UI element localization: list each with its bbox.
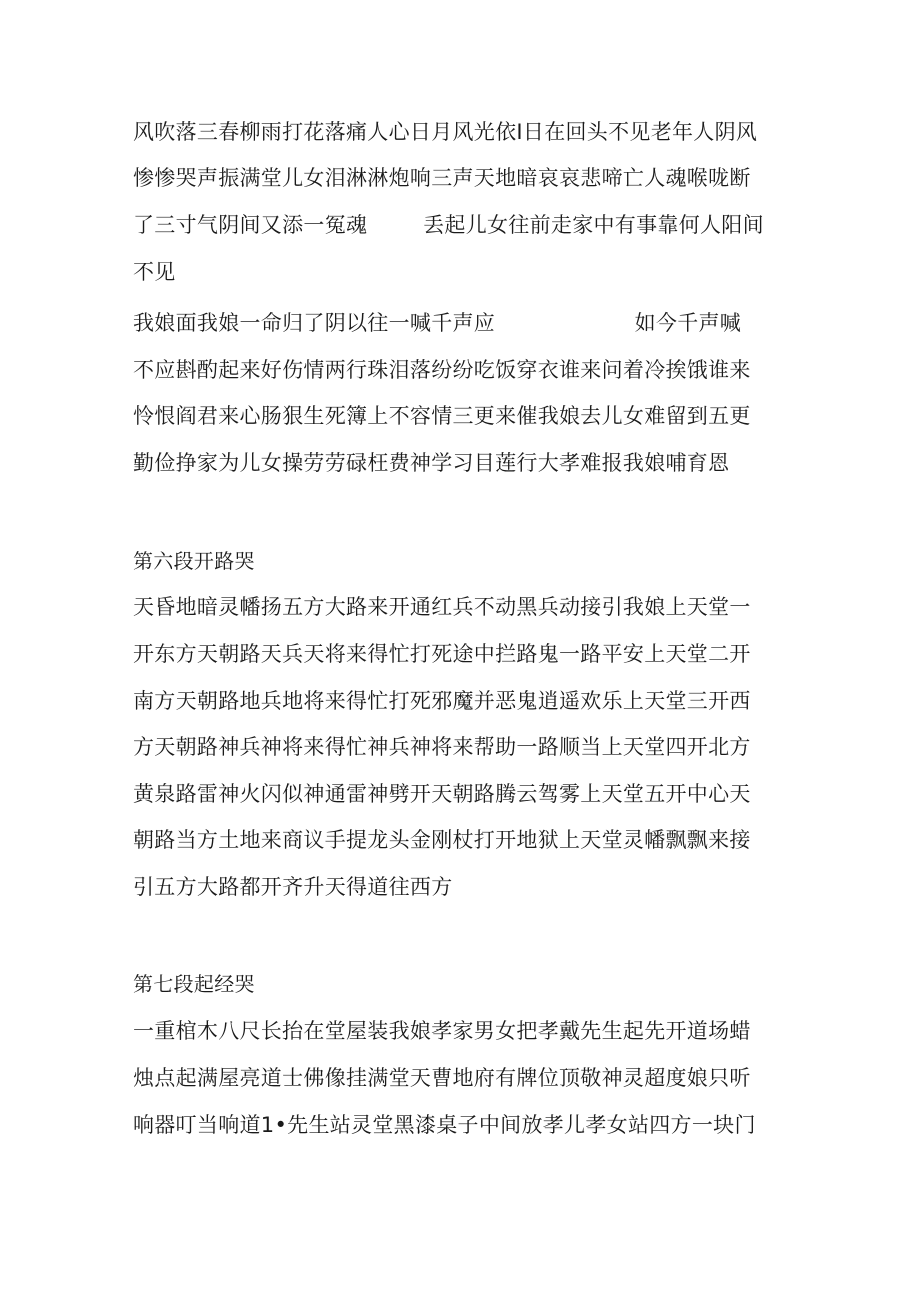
text-line: 风吹落三春柳雨打花落痛人心日月风光依Ⅰ日在回头不见老年人阴风 <box>133 120 758 144</box>
text-line: 一重棺木八尺长抬在堂屋装我娘孝家男女把孝戴先生起先开道场蜡 <box>133 1019 751 1043</box>
text-line: 南方天朝路地兵地将来得忙打死邪魔并恶鬼逍遥欢乐上天堂三开西 <box>133 689 751 713</box>
text-line: 勤俭挣家为儿女操劳劳碌枉费神学习目莲行大孝难报我娘哺育恩 <box>133 451 730 475</box>
text-line: 朝路当方土地来商议手提龙头金刚杖打开地狱上天堂灵幡飘飘来接 <box>133 828 751 852</box>
text-line: 方天朝路神兵神将来得忙神兵神将来帮助一路顺当上天堂四开北方 <box>133 735 751 759</box>
section-heading: 第七段起经哭 <box>133 972 255 996</box>
text-line: 怜恨阎君来心肠狠生死簿上不容情三更来催我娘去儿女难留到五更 <box>133 404 751 428</box>
text-line: 引五方大路都开齐升天得道往西方 <box>133 875 453 899</box>
text-line: 开东方天朝路天兵天将来得忙打死途中拦路鬼一路平安上天堂二开 <box>133 642 751 666</box>
text-line: 天昏地暗灵幡扬五方大路来开通红兵不动黑兵动接引我娘上天堂一 <box>133 595 751 619</box>
text-line: 烛点起满屋亮道士佛像挂满堂天曹地府有牌位顶敬神灵超度娘只听 <box>133 1066 751 1090</box>
section-heading: 第六段开路哭 <box>133 549 255 573</box>
text-line: 响器叮当响道1•先生站灵堂黑漆桌子中间放孝儿孝女站四方一块门 <box>133 1113 756 1137</box>
text-line: 我娘面我娘一命归了阴以往一喊千声应 如今千声喊 <box>133 311 742 335</box>
text-line: 不见 <box>133 260 176 284</box>
text-line: 惨惨哭声振满堂儿女泪淋淋炮响三声天地暗哀哀悲啼亡人魂喉咙断 <box>133 166 751 190</box>
text-line: 黄泉路雷神火闪似神通雷神劈开天朝路腾云驾雾上天堂五开中心天 <box>133 782 751 806</box>
text-line: 不应斟酌起来好伤情两行珠泪落纷纷吃饭穿衣谁来问着冷挨饿谁来 <box>133 358 751 382</box>
text-line: 了三寸气阴间又添一冤魂 丢起儿女往前走家中有事靠何人阳间 <box>133 213 764 237</box>
